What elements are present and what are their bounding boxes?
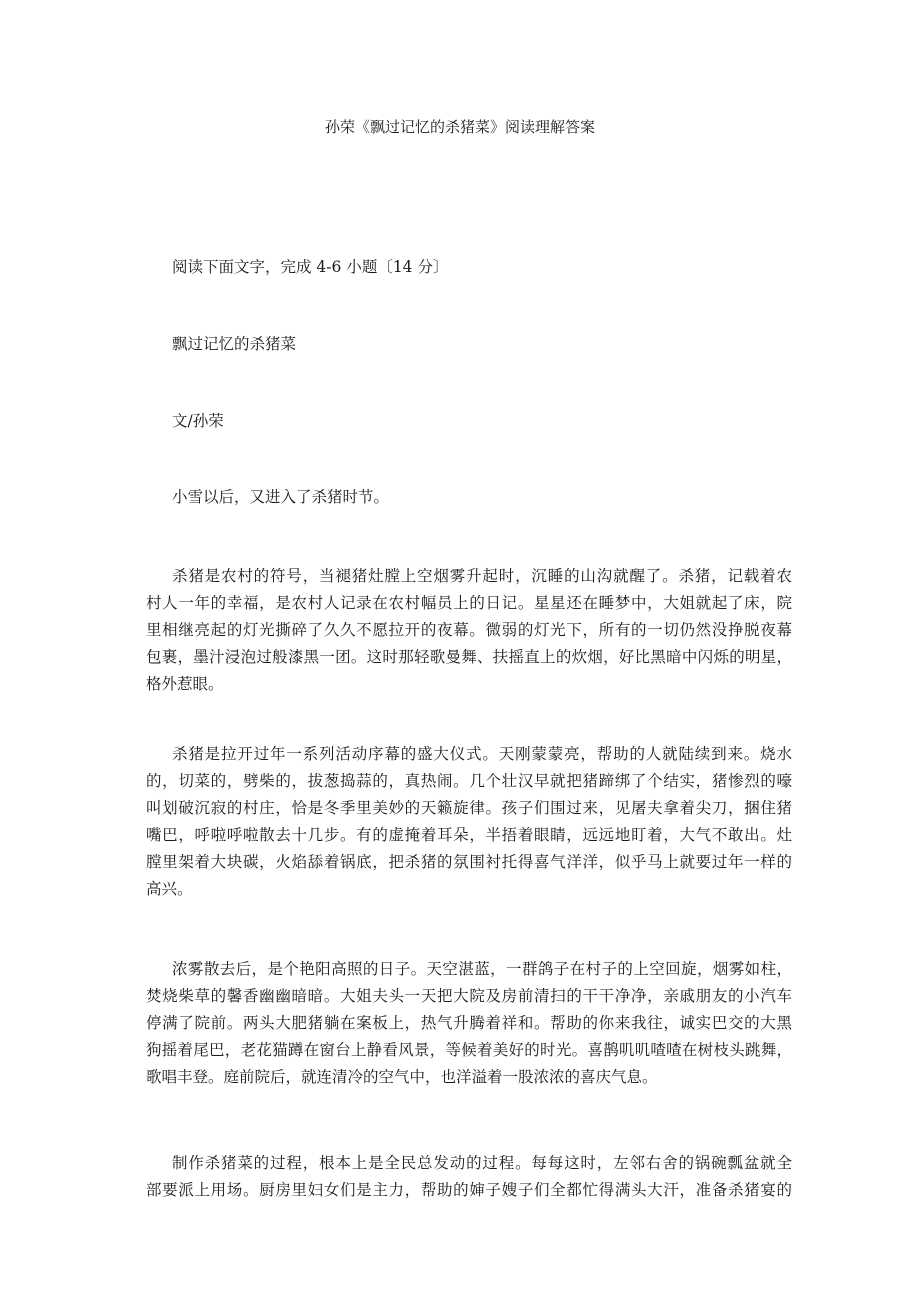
- paragraph-line: 部要派上用场。厨房里妇女们是主力，帮助的婶子嫂子们全都忙得满头大汗，准备杀猪宴的: [146, 1181, 792, 1199]
- document-title: 孙荣《飘过记忆的杀猪菜》阅读理解答案: [324, 118, 595, 136]
- paragraph-line: 里相继亮起的灯光撕碎了久久不愿拉开的夜幕。微弱的灯光下，所有的一切仍然没挣脱夜幕: [146, 621, 792, 639]
- reading-instruction: 阅读下面文字，完成 4-6 小题〔14 分〕: [172, 258, 449, 276]
- article-author: 文/孙荣: [172, 412, 224, 430]
- paragraph-line: 杀猪是农村的符号，当褪猪灶膛上空烟雾升起时，沉睡的山沟就醒了。杀猪，记载着农: [172, 567, 792, 585]
- paragraph-4: [146, 956, 792, 1091]
- paragraph-line: 停满了院前。两头大肥猪躺在案板上，热气升腾着祥和。帮助的你来我往，诚实巴交的大黑: [146, 1014, 792, 1032]
- paragraph-line: 制作杀猪菜的过程，根本上是全民总发动的过程。每每这时，左邻右舍的锅碗瓢盆就全: [172, 1154, 792, 1172]
- paragraph-3: [146, 741, 792, 903]
- paragraph-line: 狗摇着尾巴，老花猫蹲在窗台上静看风景，等候着美好的时光。喜鹊叽叽喳喳在树枝头跳舞，: [146, 1041, 792, 1059]
- paragraph-line: 浓雾散去后，是个艳阳高照的日子。天空湛蓝，一群鸽子在村子的上空回旋，烟雾如柱，: [172, 960, 792, 978]
- paragraph-5: [146, 1150, 792, 1204]
- paragraph-line: 的，切菜的，劈柴的，拔葱捣蒜的，真热闹。几个壮汉早就把猪蹄绑了个结实，猪惨烈的嚎: [146, 772, 792, 790]
- paragraph-line: 焚烧柴草的馨香幽幽暗暗。大姐夫头一天把大院及房前清扫的干干净净，亲戚朋友的小汽车: [146, 987, 792, 1005]
- paragraph-line: 格外惹眼。: [146, 675, 224, 693]
- paragraph-line: 膛里架着大块碳，火焰舔着锅底，把杀猪的氛围衬托得喜气洋洋，似乎马上就要过年一样的: [146, 853, 792, 871]
- paragraph-line: 高兴。: [146, 880, 193, 898]
- article-title: 飘过记忆的杀猪菜: [172, 335, 297, 353]
- paragraph-line: 嘴巴，呼啦呼啦散去十几步。有的虚掩着耳朵，半捂着眼睛，远远地盯着，大气不敢出。灶: [146, 826, 792, 844]
- paragraph-line: 村人一年的幸福，是农村人记录在农村幅员上的日记。星星还在睡梦中，大姐就起了床，院: [146, 594, 792, 612]
- paragraph-line: 歌唱丰登。庭前院后，就连清冷的空气中，也洋溢着一股浓浓的喜庆气息。: [146, 1068, 658, 1086]
- paragraph-line: 叫划破沉寂的村庄，恰是冬季里美妙的天籁旋律。孩子们围过来，见屠夫拿着尖刀，捆住猪: [146, 799, 792, 817]
- paragraph-2: [146, 563, 792, 698]
- paragraph-line: 杀猪是拉开过年一系列活动序幕的盛大仪式。天刚蒙蒙亮，帮助的人就陆续到来。烧水: [172, 745, 792, 763]
- paragraph-line: 包裹，墨汁浸泡过般漆黑一团。这时那轻歌曼舞、扶摇直上的炊烟，好比黑暗中闪烁的明星，: [146, 648, 792, 666]
- paragraph-1: 小雪以后，又进入了杀猪时节。: [172, 488, 390, 506]
